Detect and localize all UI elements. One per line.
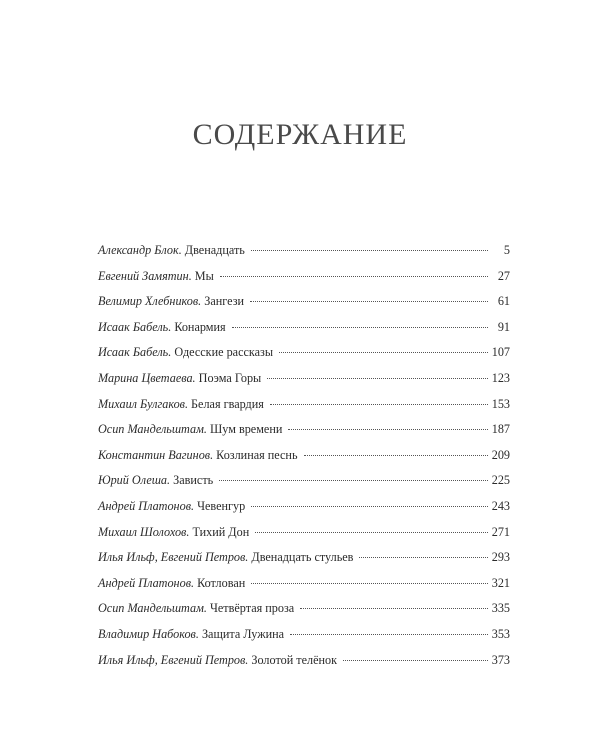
toc-author: Юрий Олеша. [98, 473, 171, 488]
toc-author: Илья Ильф, Евгений Петров. [98, 652, 249, 667]
toc-page-number: 335 [491, 601, 510, 616]
toc-entry[interactable] [98, 523, 510, 549]
toc-dot-leader [359, 557, 487, 558]
toc-dot-leader [250, 301, 488, 302]
table-of-contents [98, 241, 510, 676]
toc-entry[interactable] [98, 471, 510, 497]
toc-dot-leader [251, 506, 488, 507]
toc-work-title: Четвёртая проза [209, 601, 295, 616]
toc-work-title: Зангези [204, 294, 245, 309]
toc-author: Марина Цветаева. [98, 370, 196, 385]
toc-dot-leader [288, 429, 487, 430]
toc-work-title: Одесские рассказы [174, 345, 274, 360]
toc-entry[interactable] [98, 625, 510, 651]
toc-page-number: 187 [491, 422, 510, 437]
toc-page-number: 321 [491, 575, 510, 590]
toc-dot-leader [219, 480, 488, 481]
toc-work-title: Белая гвардия [191, 396, 264, 411]
toc-page-number: 91 [497, 319, 510, 334]
toc-dot-leader [267, 378, 487, 379]
toc-dot-leader [304, 455, 488, 456]
toc-entry[interactable] [98, 574, 510, 600]
page-title: СОДЕРЖАНИЕ [192, 118, 408, 151]
toc-entry[interactable] [98, 420, 510, 446]
toc-work-title: Защита Лужина [201, 626, 285, 641]
toc-work-title: Зависть [173, 473, 214, 488]
toc-entry[interactable] [98, 651, 510, 677]
toc-author: Евгений Замятин. [98, 268, 192, 283]
toc-entry[interactable] [98, 318, 510, 344]
toc-work-title: Двенадцать стульев [251, 550, 354, 565]
toc-entry[interactable] [98, 343, 510, 369]
toc-dot-leader [255, 532, 487, 533]
toc-dot-leader [300, 608, 488, 609]
toc-author: Андрей Платонов. [98, 498, 195, 513]
toc-dot-leader [270, 404, 488, 405]
toc-work-title: Мы [194, 268, 214, 283]
toc-entry[interactable] [98, 497, 510, 523]
toc-page-number: 123 [491, 370, 510, 385]
toc-dot-leader [343, 660, 488, 661]
toc-page-number: 293 [491, 550, 510, 565]
toc-page-number: 353 [491, 626, 510, 641]
toc-entry[interactable] [98, 548, 510, 574]
toc-author: Велимир Хлебников. [98, 294, 202, 309]
toc-page-number: 225 [491, 473, 510, 488]
toc-author: Исаак Бабель. [98, 319, 172, 334]
toc-dot-leader [232, 327, 488, 328]
toc-dot-leader [251, 250, 488, 251]
toc-page-number: 27 [497, 268, 510, 283]
toc-entry[interactable] [98, 369, 510, 395]
toc-dot-leader [279, 352, 488, 353]
toc-entry[interactable] [98, 267, 510, 293]
toc-page-number: 243 [491, 498, 510, 513]
toc-work-title: Поэма Горы [198, 370, 262, 385]
toc-page-number: 153 [491, 396, 510, 411]
toc-page-number: 271 [491, 524, 510, 539]
toc-author: Владимир Набоков. [98, 626, 199, 641]
toc-author: Андрей Платонов. [98, 575, 195, 590]
toc-dot-leader [220, 276, 488, 277]
toc-entry[interactable] [98, 599, 510, 625]
toc-page-number: 373 [491, 652, 510, 667]
toc-entry[interactable] [98, 395, 510, 421]
toc-work-title: Чевенгур [197, 498, 246, 513]
toc-author: Исаак Бабель. [98, 345, 172, 360]
toc-work-title: Козлиная песнь [216, 447, 298, 462]
toc-entry[interactable] [98, 446, 510, 472]
toc-entry[interactable] [98, 241, 510, 267]
toc-author: Осип Мандельштам. [98, 422, 207, 437]
toc-work-title: Котлован [197, 575, 246, 590]
toc-author: Константин Вагинов. [98, 447, 214, 462]
toc-page-number: 107 [491, 345, 510, 360]
toc-author: Михаил Шолохов. [98, 524, 190, 539]
toc-page-number: 61 [497, 294, 510, 309]
toc-work-title: Золотой телёнок [251, 652, 338, 667]
toc-work-title: Шум времени [209, 422, 283, 437]
toc-author: Александр Блок. [98, 243, 182, 257]
toc-author: Илья Ильф, Евгений Петров. [98, 550, 249, 565]
toc-page-number: 5 [503, 243, 510, 257]
toc-work-title: Конармия [174, 319, 226, 334]
toc-author: Осип Мандельштам. [98, 601, 207, 616]
toc-dot-leader [251, 583, 487, 584]
toc-work-title: Тихий Дон [192, 524, 250, 539]
toc-author: Михаил Булгаков. [98, 396, 188, 411]
toc-dot-leader [290, 634, 488, 635]
toc-work-title: Двенадцать [184, 243, 245, 257]
toc-entry[interactable] [98, 292, 510, 318]
toc-page-number: 209 [491, 447, 510, 462]
